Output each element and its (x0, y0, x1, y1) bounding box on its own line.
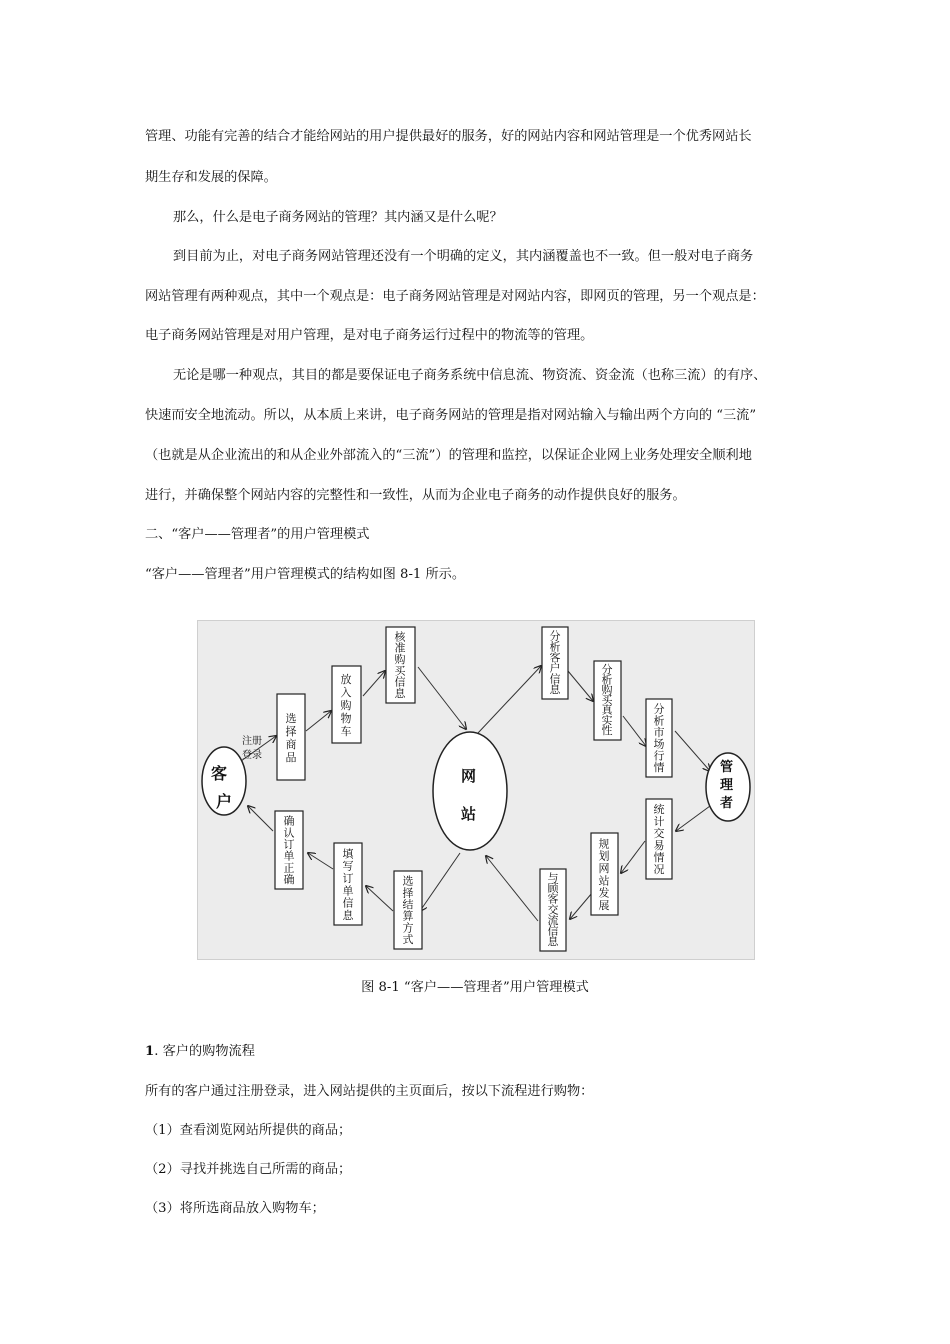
customer-label-2: 户 (216, 792, 233, 811)
register-label-1: 注册 (242, 736, 262, 747)
box-label-verify-purchase: 核准购买信息 (394, 630, 406, 700)
box-label-confirm-order: 确认订单正确 (283, 814, 295, 886)
paragraph-line: 网站管理有两种观点，其中一个观点是：电子商务网站管理是对网站内容，即网页的管理，另一个观点是： (145, 289, 765, 304)
register-label-2: 登录 (242, 750, 262, 761)
box-label-analyze-market: 分析市场行情 (653, 702, 665, 774)
list-heading-text: . 客户的购物流程 (154, 1044, 255, 1059)
box-label-analyze-customer: 分析客户信息 (549, 629, 561, 696)
manager-label-1: 管 (720, 760, 734, 775)
list-item: （2）寻找并挑选自己所需的商品； (145, 1162, 352, 1177)
list-intro: 所有的客户通过注册登录，进入网站提供的主页面后，按以下流程进行购物： (145, 1084, 594, 1099)
box-label-plan-dev: 规划网站发展 (598, 837, 610, 912)
section-heading: 二、“客户——管理者”的用户管理模式 (145, 527, 370, 542)
paragraph-line: “客户——管理者”用户管理模式的结构如图 8-1 所示。 (145, 567, 466, 582)
paragraph-line: 到目前为止，对电子商务网站管理还没有一个明确的定义，其内涵覆盖也不一致。但一般对电子商务 (173, 249, 754, 264)
paragraph-line: 管理、功能有完善的结合才能给网站的用户提供最好的服务，好的网站内容和网站管理是一个优秀网站长 (145, 129, 752, 144)
website-label-1: 网 (461, 767, 477, 785)
manager-label-3: 者 (720, 796, 734, 811)
paragraph-line: 快速而安全地流动。所以，从本质上来讲，电子商务网站的管理是指对网站输入与输出两个方向的 “三流” (145, 408, 757, 423)
website-node (433, 732, 507, 850)
list-heading-number: 1 (145, 1044, 155, 1059)
customer-label-1: 客 (211, 764, 228, 783)
box-label-add-cart: 放入购物车 (340, 673, 352, 738)
paragraph-line: 那么，什么是电子商务网站的管理？其内涵又是什么呢？ (173, 210, 503, 225)
paragraph-line: 进行，并确保整个网站内容的完整性和一致性，从而为企业电子商务的动作提供良好的服务。 (145, 488, 686, 503)
figure-caption: 图 8-1 “客户——管理者”用户管理模式 (361, 980, 589, 995)
box-label-analyze-authenticity: 分析购买真实性 (601, 663, 613, 737)
list-item: （3）将所选商品放入购物车； (145, 1201, 325, 1216)
paragraph-line: 电子商务网站管理是对用户管理，是对电子商务运行过程中的物流等的管理。 (145, 328, 594, 343)
user-management-diagram (197, 620, 755, 960)
box-label-exchange-info: 与顾客交流信息 (547, 871, 559, 948)
list-heading (145, 1042, 255, 1062)
box-label-stat-trade: 统计交易情况 (653, 803, 665, 876)
box-label-fill-order: 填写订单信息 (342, 847, 354, 922)
paragraph-line: 期生存和发展的保障。 (145, 170, 277, 185)
box-label-select-goods: 选择商品 (285, 712, 297, 764)
manager-label-2: 理 (720, 778, 734, 793)
website-label-2: 站 (461, 805, 477, 823)
box-label-choose-payment: 选择结算方式 (402, 874, 414, 946)
list-item: （1）查看浏览网站所提供的商品； (145, 1123, 352, 1138)
paragraph-line: （也就是从企业流出的和从企业外部流入的“三流”）的管理和监控，以保证企业网上业务处理安全顺利地 (145, 448, 752, 463)
paragraph-line: 无论是哪一种观点，其目的都是要保证电子商务系统中信息流、物资流、资金流（也称三流）的有序、 (173, 368, 767, 383)
